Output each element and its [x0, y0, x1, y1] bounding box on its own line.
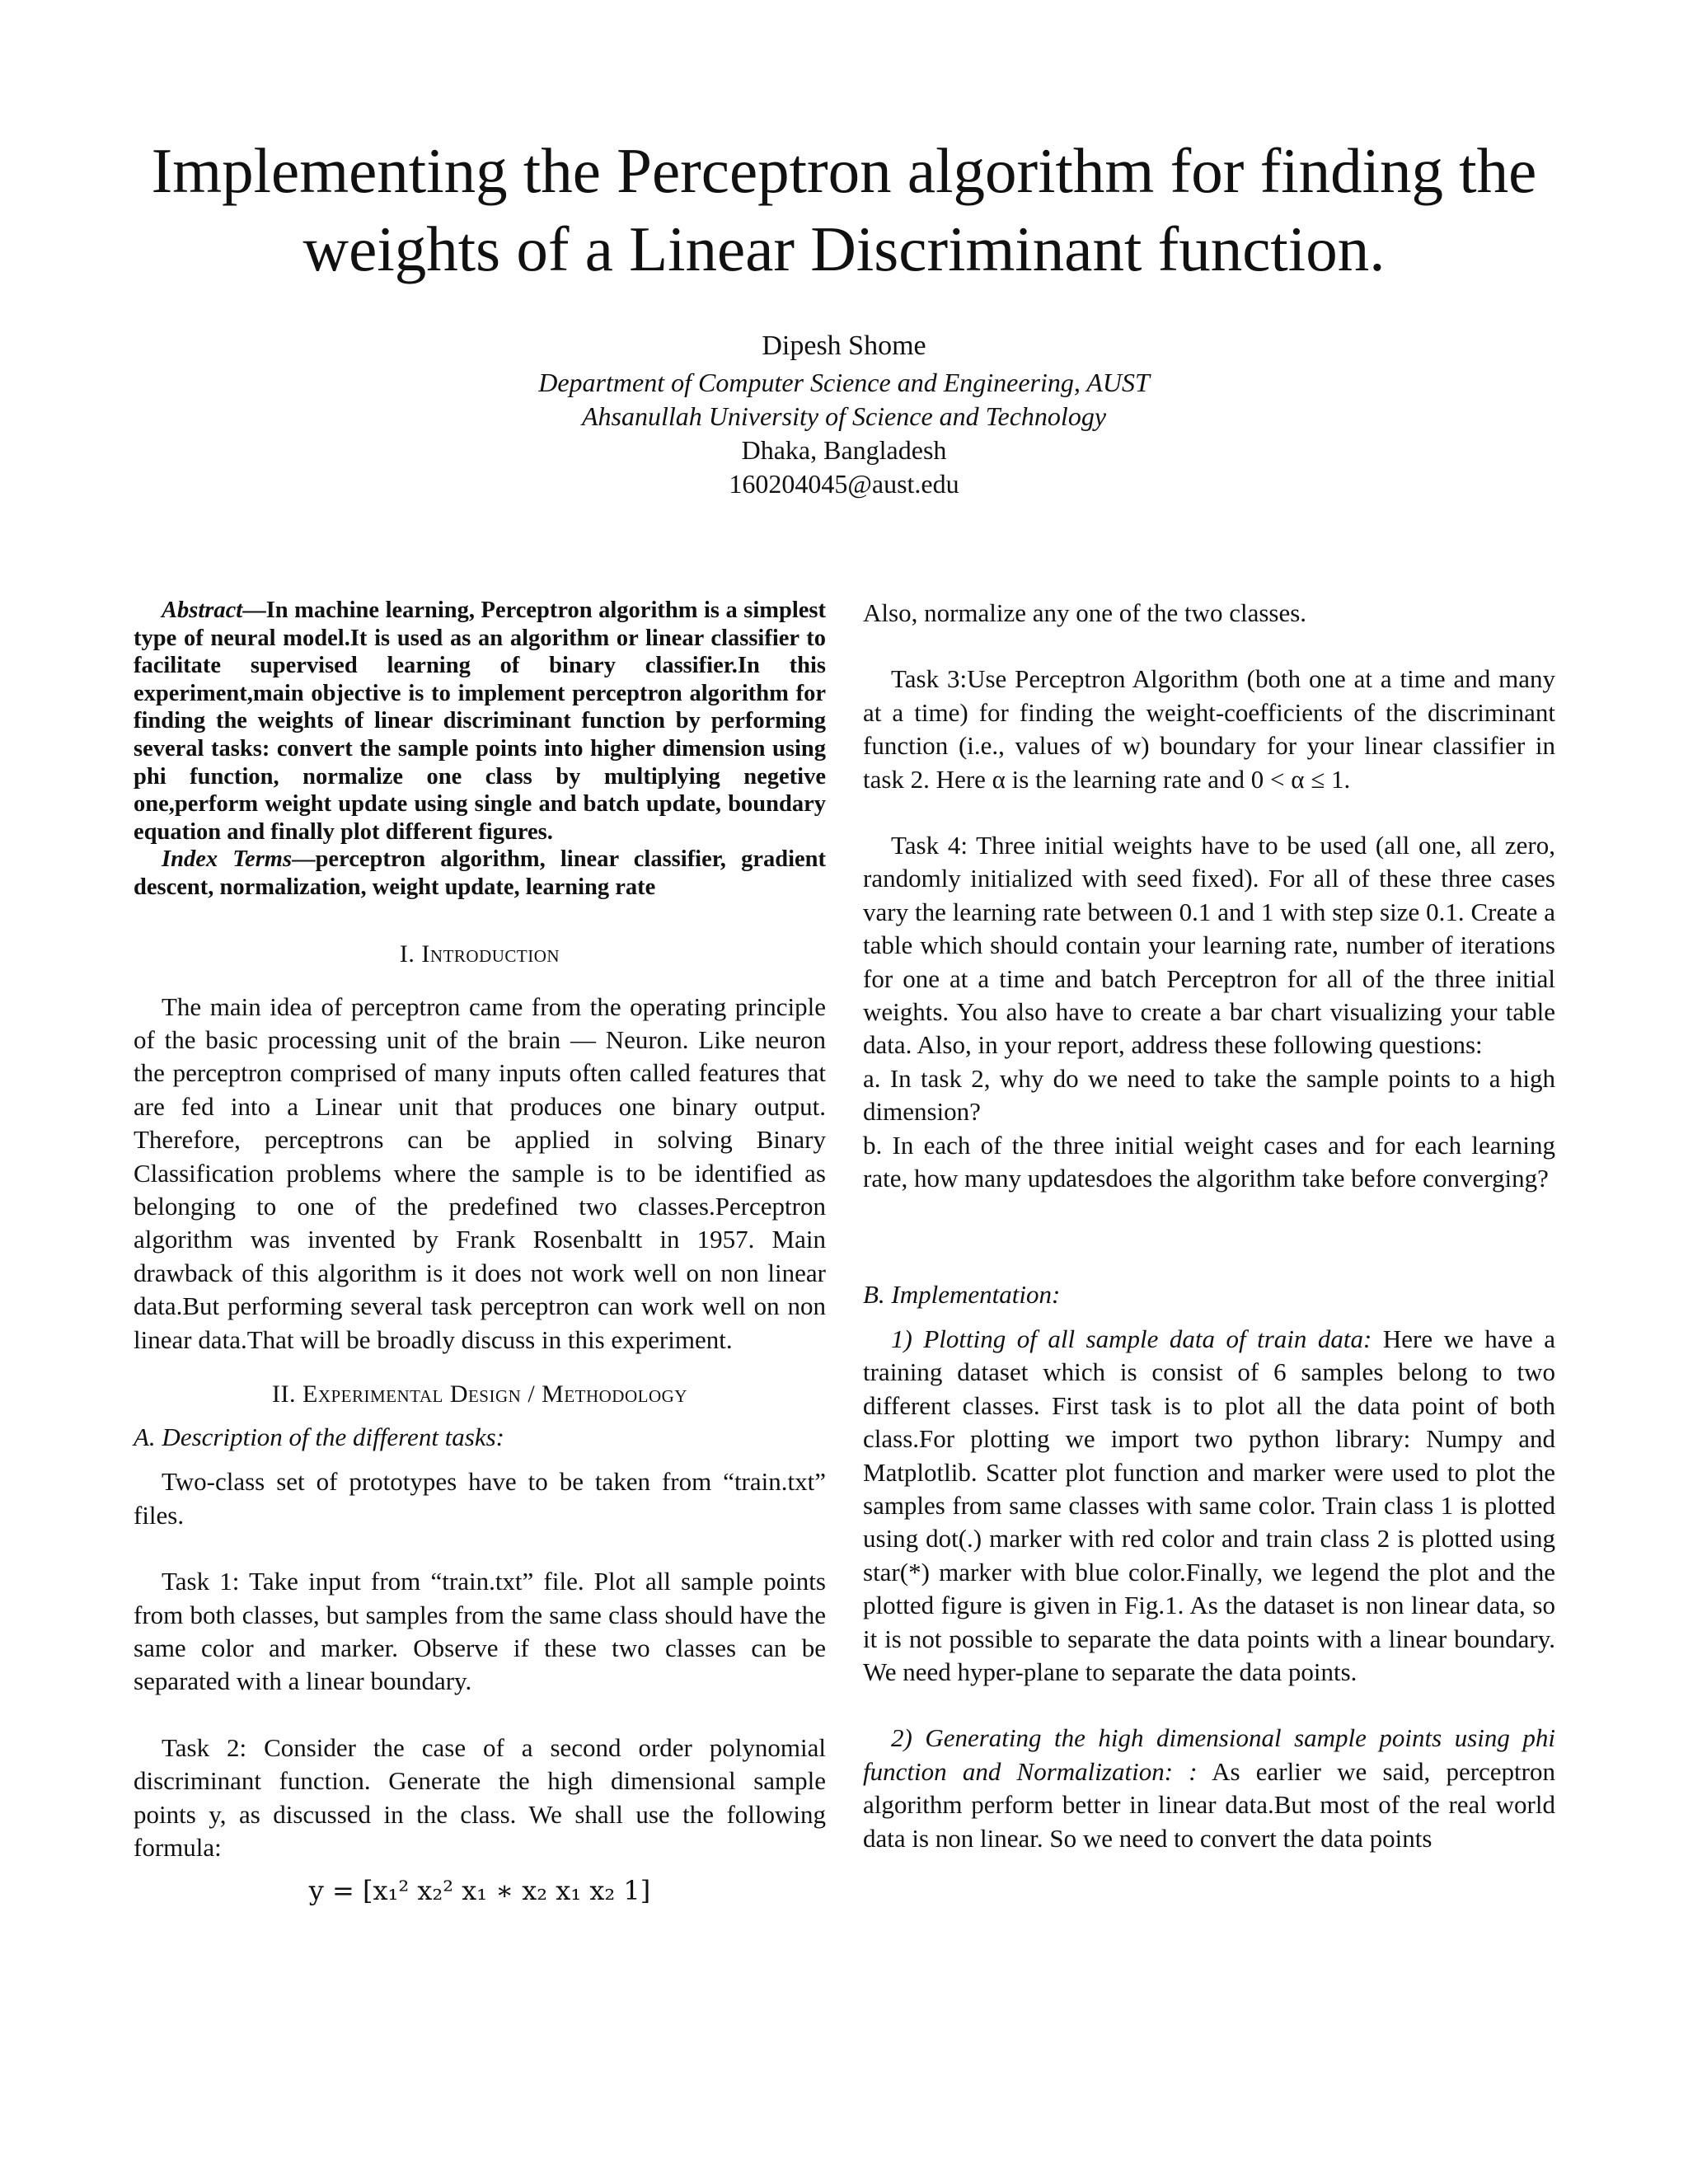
- prototypes-paragraph: Two-class set of prototypes have to be taken from “train.txt” files.: [134, 1467, 826, 1530]
- subsection-b-heading: B. Implementation:: [863, 1279, 1061, 1309]
- index-terms: Index Terms—perceptron algorithm, linear classifier, gradient descent, normalization, weight update, learning rate: [134, 846, 826, 900]
- task2-paragraph: Task 2: Consider the case of a second order polynomial discriminant function. Generate the high dimensional sample points y, as discussed in the class. We shall use the following formula:: [134, 1732, 826, 1863]
- question-b: b. In each of the three initial weight cases and for each learning rate, how many updatesdoes the algorithm take before converging?: [863, 1130, 1555, 1193]
- task4-paragraph: Task 4: Three initial weights have to be used (all one, all zero, randomly initialized with seed fixed). For all of these three cases vary the learning rate between 0.1 and 1 with step size 0.1. Create a table which should contain your learning rate, number of iterations for one at a time and batch Perceptron for all of the three initial weights. You also have to create a bar chart visualizing your table data. Also, in your report, address these following questions:: [863, 831, 1555, 1060]
- author-email: 160204045@aust.edu: [729, 469, 959, 499]
- impl2-paragraph: [863, 1722, 1555, 1855]
- impl1-paragraph: [863, 1323, 1555, 1689]
- index-terms-text: perceptron algorithm, linear classifier, gradient descent, normalization, weight update, learning rate: [134, 846, 826, 900]
- author-name: Dipesh Shome: [762, 330, 926, 361]
- intro-paragraph: The main idea of perceptron came from the operating principle of the basic processing unit of the brain — Neuron. Like neuron the perceptron comprised of many inputs often called features that are fed into a Linear unit that produces one binary output. Therefore, perceptrons can be applied in solving Binary Classification problems where the sample is to be identified as belonging to one of the predefined two classes.Perceptron algorithm was invented by Frank Rosenbaltt in 1957. Main drawback of this algorithm is it does not work well on non linear data.But performing several task perceptron can work well on non linear data.That will be broadly discuss in this experiment.: [134, 991, 826, 1354]
- task2-continuation: Also, normalize any one of the two classes.: [863, 598, 1307, 627]
- abstract-text: In machine learning, Perceptron algorithm is a simplest type of neural model.It is used as an algorithm or linear classifier to facilitate supervised learning of binary classifier.In this experiment,main objective is to implement perceptron algorithm for finding the weights of linear discriminant function by performing several tasks: convert the sample points into higher dimension using phi function, normalize one class by multiplying negetive one,perform weight update using single and batch update, boundary equation and finally plot different figures.: [134, 598, 826, 845]
- abstract: Abstract—In machine learning, Perceptron algorithm is a simplest type of neural model.It is used as an algorithm or linear classifier to facilitate supervised learning of binary classifier.In this experiment,main objective is to implement perceptron algorithm for finding the weights of linear discriminant function by performing several tasks: convert the sample points into higher dimension using phi function, normalize one class by multiplying negetive one,perform weight update using single and batch update, boundary equation and finally plot different figures.: [134, 598, 826, 845]
- abstract-label: Abstract: [162, 598, 243, 623]
- impl2-text: As earlier we said, perceptron algorithm perform better in linear data.But most of the real world data is non linear. So we need to convert the data points: [863, 1756, 1555, 1853]
- impl1-text: Here we have a training dataset which is consist of 6 samples belong to two different classes. First task is to plot all the data point of both class.For plotting we import two python library: Numpy and Matplotlib. Scatter plot function and marker were used to plot the samples from same classes with same color. Train class 1 is plotted using dot(.) marker with red color and train class 2 is plotted using star(*) marker with blue color.Finally, we legend the plot and the plotted figure is given in Fig.1. As the dataset is non linear data, so it is not possible to separate the data points with a linear boundary. We need hyper-plane to separate the data points.: [863, 1324, 1556, 1686]
- author-block: [0, 328, 1688, 501]
- left-column: [134, 597, 826, 1909]
- index-terms-label: Index Terms: [162, 846, 293, 873]
- question-a: a. In task 2, why do we need to take the sample points to a high dimension?: [863, 1063, 1555, 1127]
- section-heading-design: [134, 1378, 826, 1411]
- impl2-title: 2) Generating the high dimensional sample points using phi function and Normalization: :: [863, 1723, 1555, 1786]
- task3-paragraph: Task 3:Use Perceptron Algorithm (both one at a time and many at a time) for finding the weight-coefficients of the discriminant function (i.e., values of w) boundary for your linear classifier in task 2. Here α is the learning rate and 0 < α ≤ 1.: [863, 664, 1555, 794]
- paper-title: Implementing the Perceptron algorithm for finding the weights of a Linear Discriminant function.: [151, 135, 1537, 284]
- section-number: II.: [272, 1380, 297, 1408]
- subsection-a-heading: A. Description of the different tasks:: [134, 1422, 504, 1451]
- right-column: [863, 597, 1555, 1855]
- author-university: Ahsanullah University of Science and Technology: [581, 401, 1107, 431]
- section-title: Experimental Design / Methodology: [302, 1380, 687, 1408]
- author-location: Dhaka, Bangladesh: [741, 435, 947, 465]
- task1-paragraph: Task 1: Take input from “train.txt” file. Plot all sample points from both classes, but samples from the same class should have the same color and marker. Observe if these two classes can be separated with a linear boundary.: [134, 1567, 826, 1696]
- phi-formula: y = [x₁² x₂² x₁ ∗ x₂ x₁ x₂ 1]: [308, 1875, 651, 1907]
- impl1-title: 1) Plotting of all sample data of train data:: [891, 1324, 1372, 1353]
- section-title: Introduction: [421, 940, 560, 968]
- author-department: Department of Computer Science and Engineering, AUST: [538, 368, 1150, 397]
- section-number: I.: [399, 940, 415, 968]
- section-heading-intro: [134, 938, 826, 971]
